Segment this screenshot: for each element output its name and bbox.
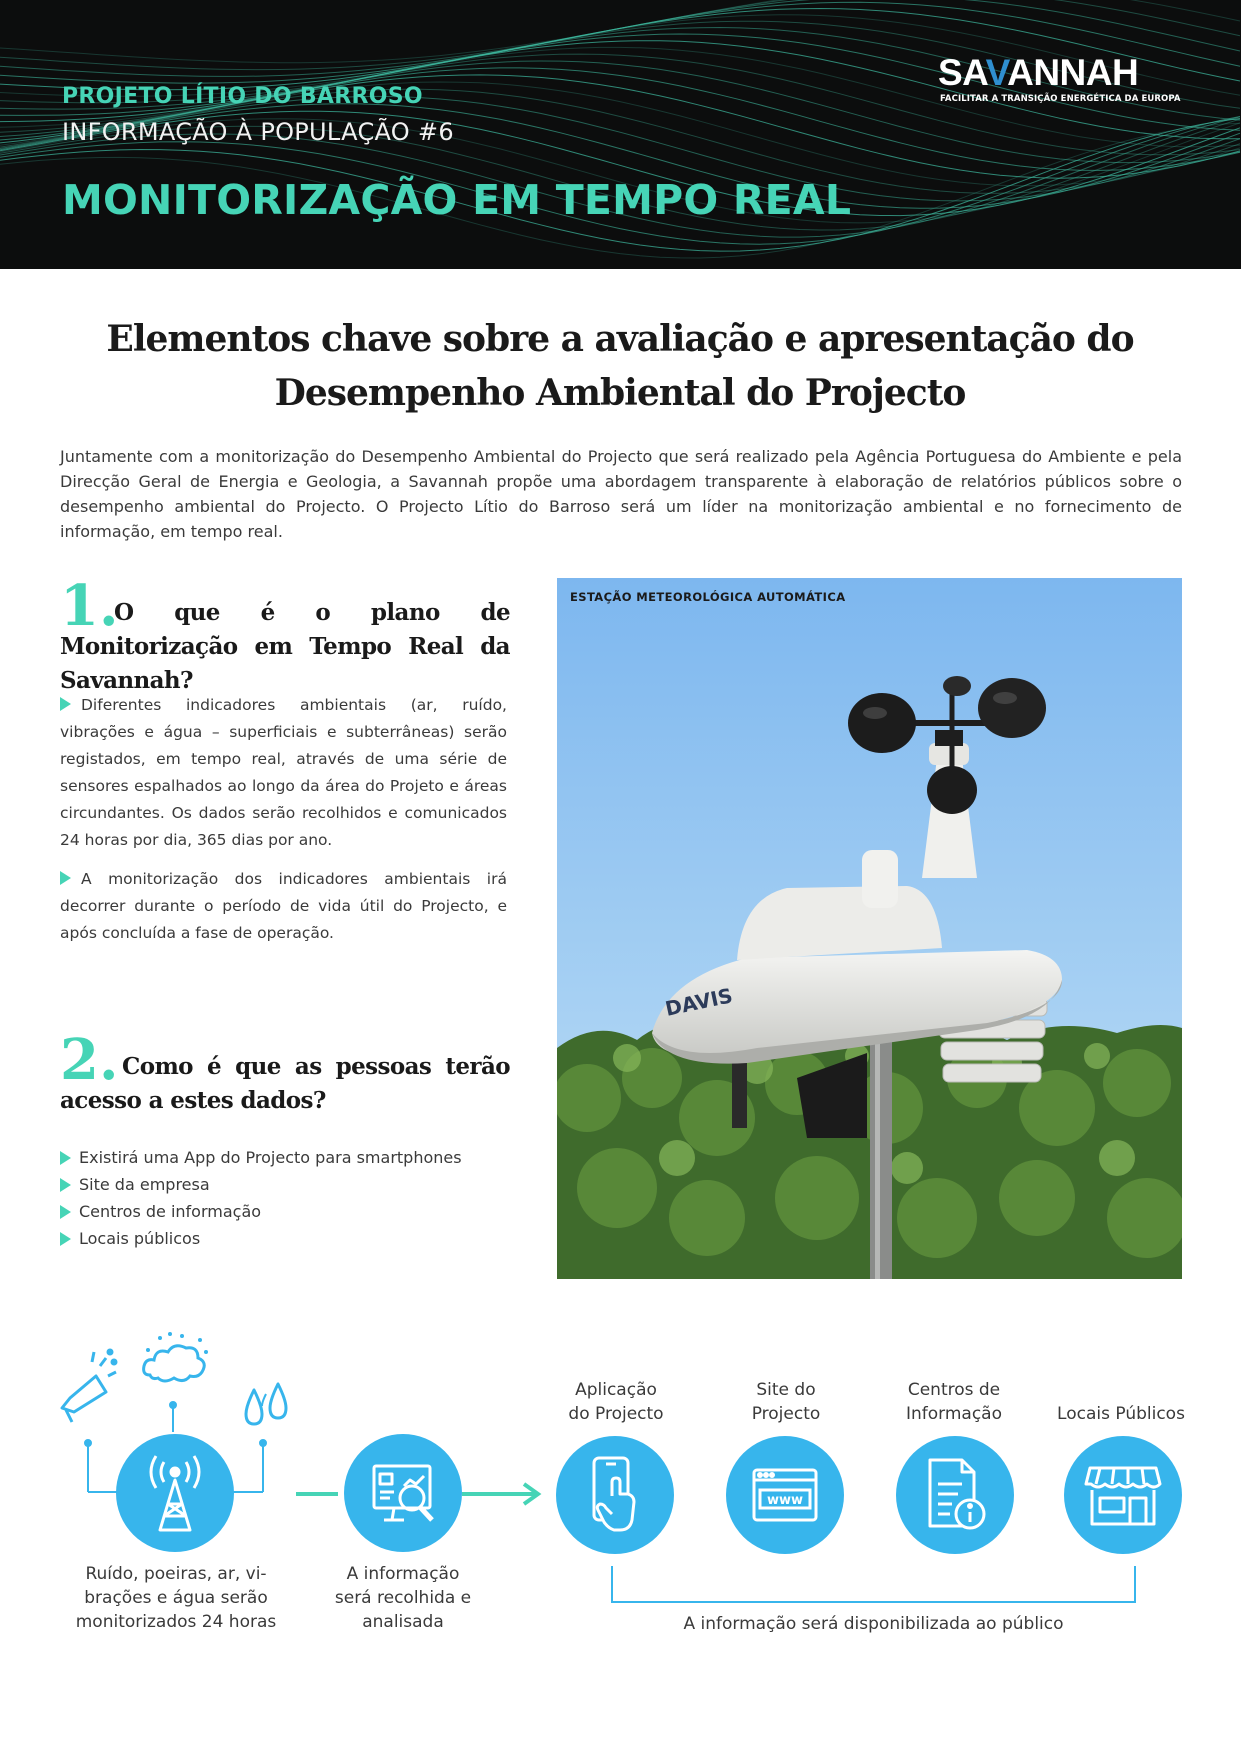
section-1-bullet-1: Diferentes indicadores ambientais (ar, ruído, vibrações e água – superficiais e subterrâneas) serão registados, em tempo real, através de uma série de sensores espalhados ao longo da área do Projeto e áreas circundantes. Os dados serão recolhidos e comunicados 24 horas por dia, 365 dias por ano. bbox=[60, 696, 507, 849]
public-availability-caption: A informação será disponibilizada ao público bbox=[683, 1614, 1064, 1634]
bullet-triangle-icon bbox=[60, 1178, 71, 1192]
weather-station-photo bbox=[557, 578, 1182, 1279]
bullet-triangle-icon bbox=[60, 697, 71, 711]
section-1-number: 1. bbox=[60, 573, 119, 639]
app-channel-circle bbox=[556, 1436, 674, 1554]
channel-label-info-centers: Centros de Informação bbox=[905, 1380, 1002, 1424]
data-analysis-icon bbox=[344, 1434, 462, 1552]
website-www-icon bbox=[726, 1436, 844, 1554]
page-title: MONITORIZAÇÃO EM TEMPO REAL bbox=[62, 176, 852, 224]
channel-label-site: Site do Projecto bbox=[751, 1380, 821, 1424]
logo-tagline: FACILITAR A TRANSIÇÃO ENERGÉTICA DA EUROPA bbox=[940, 94, 1181, 104]
sensors-caption: Ruído, poeiras, ar, vi- brações e água serão monitorizados 24 horas bbox=[75, 1564, 277, 1632]
headline-line-1: Elementos chave sobre a avaliação e apresentação do bbox=[106, 318, 1134, 360]
document-info-icon bbox=[896, 1436, 1014, 1554]
smartphone-touch-icon bbox=[556, 1436, 674, 1554]
section-2-number: 2. bbox=[60, 1027, 119, 1093]
analysis-caption: A informação será recolhida e analisada bbox=[334, 1564, 472, 1632]
project-name: PROJETO LÍTIO DO BARROSO bbox=[62, 84, 423, 109]
bullet-triangle-icon bbox=[60, 871, 71, 885]
info-center-channel-circle bbox=[896, 1436, 1014, 1554]
sensor-tower-circle bbox=[116, 1434, 234, 1552]
list-item: Existirá uma App do Projecto para smartphones bbox=[60, 1144, 462, 1171]
water-drops-icon bbox=[238, 1380, 294, 1430]
device-brand-text: DAVIS bbox=[663, 983, 735, 1021]
access-channels-list bbox=[60, 1144, 462, 1252]
bullet-triangle-icon bbox=[60, 1151, 71, 1165]
analysis-circle bbox=[344, 1434, 462, 1552]
savannah-logo bbox=[938, 54, 1183, 106]
intro-paragraph: Juntamente com a monitorização do Desempenho Ambiental do Projecto que será realizado pela Agência Portuguesa do Ambiente e pela Direcção Geral de Energia e Geologia, a Savannah propõe uma abordagem transparente à elaboração de relatórios públicos sobre o desempenho ambiental do Projecto. O Projecto Lítio do Barroso será um líder na monitorização ambiental e no fornecimento de informação, em tempo real. bbox=[60, 447, 1182, 541]
website-channel-circle bbox=[726, 1436, 844, 1554]
list-item: Locais públicos bbox=[60, 1225, 462, 1252]
section-1-bullet-2: A monitorização dos indicadores ambientais irá decorrer durante o período de vida útil do Projecto, e após concluída a fase de operação. bbox=[60, 870, 507, 942]
bullet-triangle-icon bbox=[60, 1232, 71, 1246]
logo-wordmark: SAVANNAH bbox=[938, 52, 1139, 93]
storefront-icon bbox=[1064, 1436, 1182, 1554]
headline bbox=[80, 312, 1160, 420]
photo-caption: ESTAÇÃO METEOROLÓGICA AUTOMÁTICA bbox=[570, 590, 846, 604]
list-item: Centros de informação bbox=[60, 1198, 462, 1225]
weather-station-illustration bbox=[557, 578, 1182, 1279]
bullet-triangle-icon bbox=[60, 1205, 71, 1219]
channel-label-app: Aplicação do Projecto bbox=[568, 1380, 664, 1424]
list-item: Site da empresa bbox=[60, 1171, 462, 1198]
signal-tower-icon bbox=[116, 1434, 234, 1552]
headline-line-2: Desempenho Ambiental do Projecto bbox=[274, 372, 966, 414]
header-banner bbox=[0, 0, 1241, 269]
channel-label-public-places: Locais Públicos bbox=[1057, 1404, 1185, 1424]
megaphone-noise-icon bbox=[56, 1336, 118, 1426]
www-label: www bbox=[766, 1493, 804, 1508]
dust-cloud-icon bbox=[140, 1330, 210, 1390]
issue-label: INFORMAÇÃO À POPULAÇÃO #6 bbox=[62, 118, 454, 146]
public-places-channel-circle bbox=[1064, 1436, 1182, 1554]
section-2-title: Como é que as pessoas terão acesso a estes dados? bbox=[60, 1053, 510, 1114]
section-1-title: O que é o plano de Monitorização em Tempo Real da Savannah? bbox=[60, 599, 510, 694]
